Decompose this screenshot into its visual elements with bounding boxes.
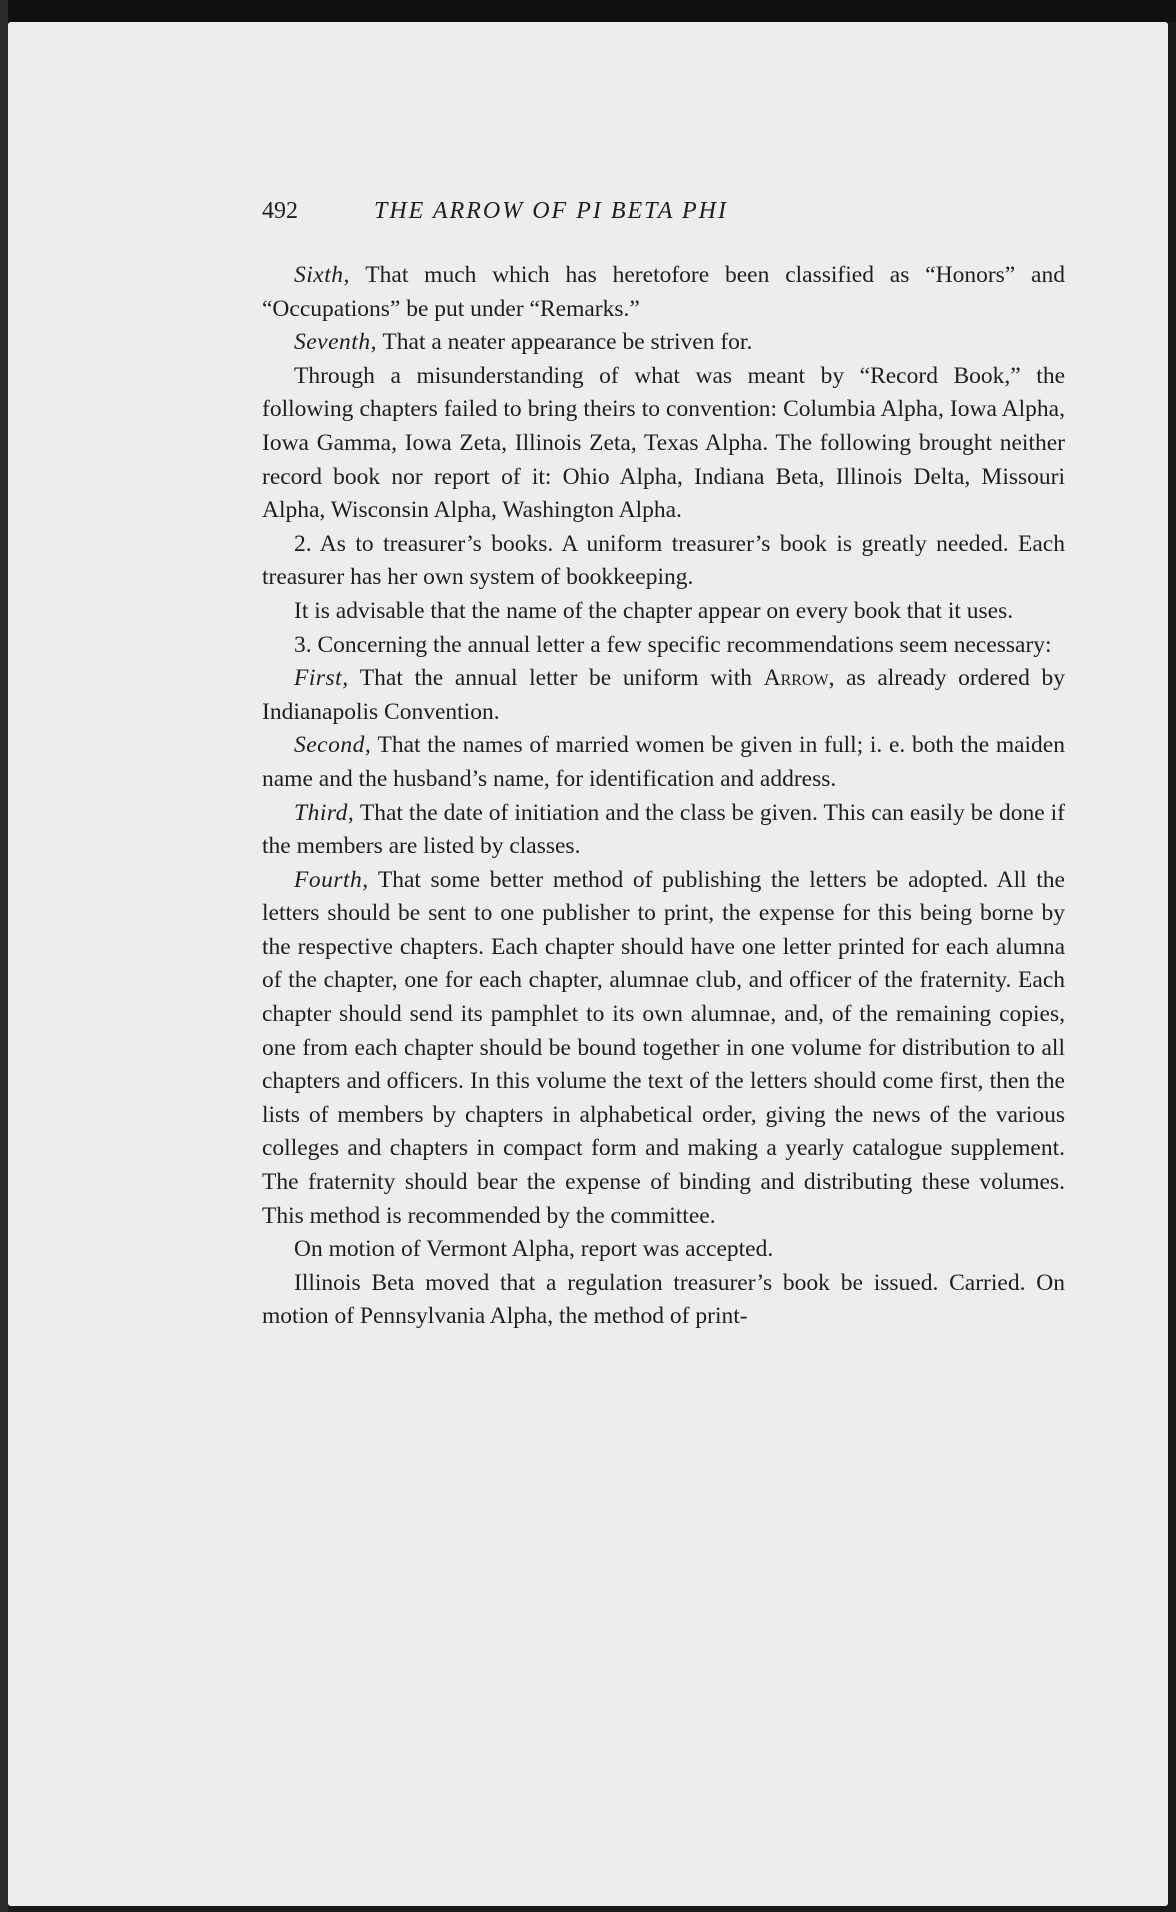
scan-left-edge [0, 0, 8, 1912]
running-head [262, 195, 1065, 235]
paragraph-second [262, 729, 1065, 796]
paragraph-motion-illinois: Illinois Beta moved that a regulation treasurer’s book be issued. Carried. On motion of Pennsylvania Alpha, the method of print- [262, 1269, 1065, 1330]
paragraph-motion-vermont: On motion of Vermont Alpha, report was accepted. [294, 1236, 774, 1263]
arrow-smallcaps: Arrow [763, 665, 829, 692]
paragraph-text: That a neater appearance be striven for. [376, 329, 753, 356]
paragraph-lead: Second, [294, 732, 372, 759]
paragraph-lead: Fourth, [294, 866, 369, 893]
paragraph-record-book: Through a misunderstanding of what was meant by “Record Book,” the following chapters failed to bring theirs to convention: Columbia Alpha, Iowa Alpha, Iowa Gamma, Iowa Zeta, Illinois Zeta, Texas Alpha. The following brought neither record book nor report of it: Ohio Alpha, Indiana Beta, Illinois Delta, Missouri Alpha, Wisconsin Alpha, Washington Alpha. [262, 362, 1065, 524]
paragraph-lead: Sixth, [294, 262, 350, 288]
paragraph-text: That the annual letter be uniform with [348, 665, 764, 692]
paragraph-lead: First, [294, 665, 349, 692]
scan-top-edge [0, 0, 1176, 22]
paragraph-treasurers-books: 2. As to treasurer’s books. A uniform treasurer’s book is greatly needed. Each treasurer has her own system of bookkeeping. [262, 530, 1065, 591]
paragraph-annual-letter: 3. Concerning the annual letter a few specific recommendations seem necessary: [294, 631, 1052, 658]
paragraph-text: That some better method of publishing the letters be adopted. All the letters should be sent to one publisher to print, the expense for this being borne by the respective chapters. Each chapter should have one letter printed for each alumna of the chapter, one for each chapter, alumnae club, and officer of the fraternity. Each chapter should send its pamphlet to its own alumnae, and, of the remaining copies, one from each chapter should be bound together in one volume for distribution to all chapters and officers. In this volume the text of the letters should come first, then the lists of members by chapters in alphabetical order, giving the news of the various colleges and chapters in compact form and making a yearly catalogue supplement. The fraternity should bear the expense of binding and distributing these volumes. This method is recommended by the committee. [262, 866, 1065, 1229]
paragraph-sixth [262, 259, 1065, 326]
paragraph-lead: Seventh, [294, 329, 377, 356]
paragraph-text: , as already ordered by Indianapolis Convention. [262, 665, 1065, 725]
paragraph-text: That much which has heretofore been classified as “Honors” and “Occupations” be put under “Remarks.” [262, 262, 1065, 322]
paragraph-seventh [262, 326, 1065, 360]
paragraph-chapter-name: It is advisable that the name of the chapter appear on every book that it uses. [294, 597, 1014, 624]
page-content [262, 195, 1065, 1334]
paragraph-lead: Third, [294, 799, 355, 826]
paragraph-text: That the date of initiation and the class be given. This can easily be done if the members are listed by classes. [262, 799, 1065, 860]
paragraph-text: That the names of married women be given in full; i. e. both the maiden name and the husband’s name, for identification and address. [262, 732, 1065, 792]
paragraph-first [262, 662, 1065, 729]
page-number: 492 [262, 198, 298, 224]
paragraph-third [262, 797, 1065, 864]
paragraph-fourth [262, 864, 1065, 1234]
running-title: THE ARROW OF PI BETA PHI [374, 198, 728, 224]
